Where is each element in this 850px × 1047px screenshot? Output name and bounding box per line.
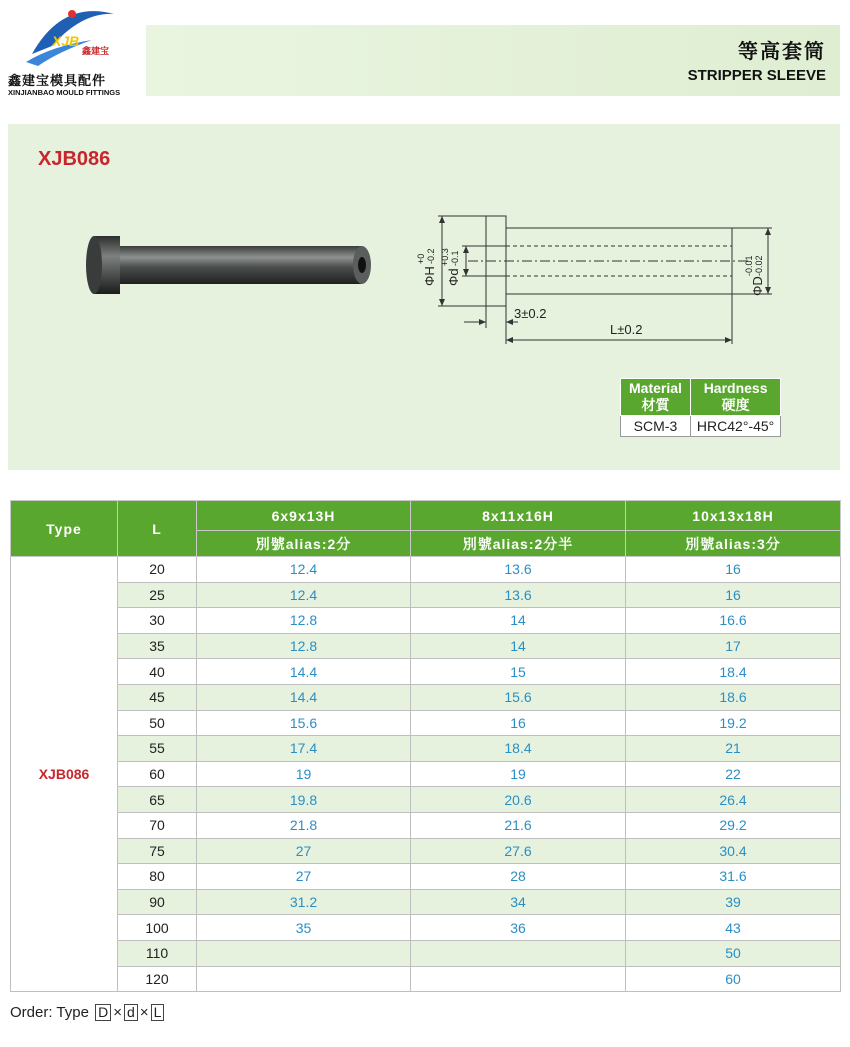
type-cell: XJB086: [11, 557, 118, 992]
material-header-cn: 材質: [641, 397, 670, 413]
value-cell: 27: [197, 838, 411, 864]
value-cell: 27: [197, 864, 411, 890]
page-title-cn: 等高套筒: [738, 39, 826, 63]
value-cell: 14: [411, 633, 626, 659]
value-cell: 19: [411, 761, 626, 787]
table-row: [11, 557, 841, 583]
size-table: [10, 500, 841, 992]
value-cell: 13.6: [411, 557, 626, 583]
dim-H-tol-lo: -0.2: [426, 248, 436, 264]
value-cell: 12.4: [197, 582, 411, 608]
hardness-header: [690, 379, 780, 416]
dimension-drawing: [408, 204, 788, 364]
value-cell: 34: [411, 889, 626, 915]
dim-H-tol-up: +0: [416, 253, 426, 264]
value-cell: 12.8: [197, 633, 411, 659]
value-cell: 17.4: [197, 736, 411, 762]
value-cell: 19.8: [197, 787, 411, 813]
length-cell: 25: [118, 582, 197, 608]
value-cell: 12.8: [197, 608, 411, 634]
value-cell: 22: [626, 761, 841, 787]
value-cell: 26.4: [626, 787, 841, 813]
length-cell: 30: [118, 608, 197, 634]
table-row: [11, 633, 841, 659]
logo-badge-cn: 鑫建宝: [82, 47, 110, 57]
dim-d-tol-up: +0.3: [440, 248, 450, 266]
length-cell: 120: [118, 966, 197, 992]
table-row: [11, 915, 841, 941]
value-cell: 21.8: [197, 812, 411, 838]
hardness-header-en: Hardness: [703, 380, 768, 396]
logo: [8, 6, 138, 97]
value-cell: 20.6: [411, 787, 626, 813]
table-row: [11, 812, 841, 838]
sleeve-photo: [84, 230, 374, 300]
value-cell: 13.6: [411, 582, 626, 608]
table-row: [11, 940, 841, 966]
page-title-en: STRIPPER SLEEVE: [687, 67, 826, 84]
table-row: [11, 684, 841, 710]
value-cell: 19: [197, 761, 411, 787]
hardness-value: HRC42°-45°: [690, 416, 780, 437]
value-cell: 21.6: [411, 812, 626, 838]
alias-header: 別號alias:2分: [197, 531, 411, 557]
material-header: [621, 379, 691, 416]
value-cell: 14: [411, 608, 626, 634]
logo-badge: XJB: [52, 33, 80, 49]
order-label: Order:: [10, 1004, 53, 1021]
order-type: Type: [56, 1004, 89, 1021]
dim-D-symbol: ΦD: [750, 276, 765, 296]
company-name-cn: 鑫建宝模具配件: [8, 74, 107, 89]
table-row: [11, 838, 841, 864]
length-header: L: [118, 501, 197, 557]
dim-H-symbol: ΦH: [422, 266, 437, 286]
value-cell: 30.4: [626, 838, 841, 864]
company-name-en: XINJIANBAO MOULD FITTINGS: [8, 88, 121, 97]
value-cell: 18.4: [411, 736, 626, 762]
value-cell: 21: [626, 736, 841, 762]
length-cell: 40: [118, 659, 197, 685]
table-row: [11, 736, 841, 762]
value-cell: 39: [626, 889, 841, 915]
length-cell: 20: [118, 557, 197, 583]
length-cell: 50: [118, 710, 197, 736]
length-cell: 65: [118, 787, 197, 813]
value-cell: 14.4: [197, 659, 411, 685]
value-cell: 16.6: [626, 608, 841, 634]
title-banner: [146, 25, 840, 96]
value-cell: 19.2: [626, 710, 841, 736]
length-cell: 80: [118, 864, 197, 890]
logo-emblem-icon: [22, 6, 122, 68]
dim-D-tol-lo: -0.02: [754, 255, 764, 276]
length-cell: 90: [118, 889, 197, 915]
dim-d-tol-lo: -0.1: [450, 250, 460, 266]
table-row: [11, 864, 841, 890]
value-cell: 14.4: [197, 684, 411, 710]
type-header: Type: [11, 501, 118, 557]
length-cell: 55: [118, 736, 197, 762]
value-cell: 16: [626, 582, 841, 608]
dim-D-tol-up: -0.01: [744, 255, 754, 276]
table-row: [11, 659, 841, 685]
size-header: 8x11x16H: [411, 501, 626, 531]
dim-head: 3±0.2: [514, 306, 547, 321]
value-cell: 31.2: [197, 889, 411, 915]
value-cell: 29.2: [626, 812, 841, 838]
table-row: [11, 761, 841, 787]
value-cell: 12.4: [197, 557, 411, 583]
value-cell: 15.6: [411, 684, 626, 710]
dim-length: L±0.2: [610, 322, 643, 337]
order-D-box: D: [95, 1004, 111, 1021]
value-cell: 27.6: [411, 838, 626, 864]
material-table: [620, 378, 781, 437]
value-cell: 15: [411, 659, 626, 685]
hardness-header-cn: 硬度: [721, 397, 750, 413]
value-cell: 31.6: [626, 864, 841, 890]
length-cell: 35: [118, 633, 197, 659]
value-cell: 50: [626, 940, 841, 966]
value-cell: 36: [411, 915, 626, 941]
length-cell: 60: [118, 761, 197, 787]
size-header: 10x13x18H: [626, 501, 841, 531]
table-row: [11, 608, 841, 634]
value-cell: 15.6: [197, 710, 411, 736]
model-number: XJB086: [38, 148, 111, 170]
order-code: [10, 1004, 166, 1021]
length-cell: 100: [118, 915, 197, 941]
value-cell: 17: [626, 633, 841, 659]
table-row: [11, 710, 841, 736]
order-times: ×: [113, 1004, 123, 1021]
value-cell: [411, 940, 626, 966]
size-table-body: [11, 557, 841, 992]
order-L-box: L: [151, 1004, 165, 1021]
dim-d-symbol: Φd: [446, 268, 461, 286]
order-d-box: d: [124, 1004, 138, 1021]
value-cell: 28: [411, 864, 626, 890]
table-row: [11, 582, 841, 608]
length-cell: 45: [118, 684, 197, 710]
value-cell: 35: [197, 915, 411, 941]
value-cell: 18.4: [626, 659, 841, 685]
material-header-en: Material: [629, 380, 682, 396]
value-cell: 18.6: [626, 684, 841, 710]
table-row: [11, 889, 841, 915]
value-cell: [411, 966, 626, 992]
value-cell: 60: [626, 966, 841, 992]
length-cell: 70: [118, 812, 197, 838]
table-row: [11, 787, 841, 813]
size-header: 6x9x13H: [197, 501, 411, 531]
material-value: SCM-3: [621, 416, 691, 437]
table-row: [11, 966, 841, 992]
value-cell: 43: [626, 915, 841, 941]
order-times: ×: [139, 1004, 149, 1021]
length-cell: 110: [118, 940, 197, 966]
value-cell: [197, 940, 411, 966]
alias-header: 別號alias:3分: [626, 531, 841, 557]
alias-header: 別號alias:2分半: [411, 531, 626, 557]
value-cell: [197, 966, 411, 992]
value-cell: 16: [411, 710, 626, 736]
product-panel: [8, 124, 840, 470]
length-cell: 75: [118, 838, 197, 864]
value-cell: 16: [626, 557, 841, 583]
